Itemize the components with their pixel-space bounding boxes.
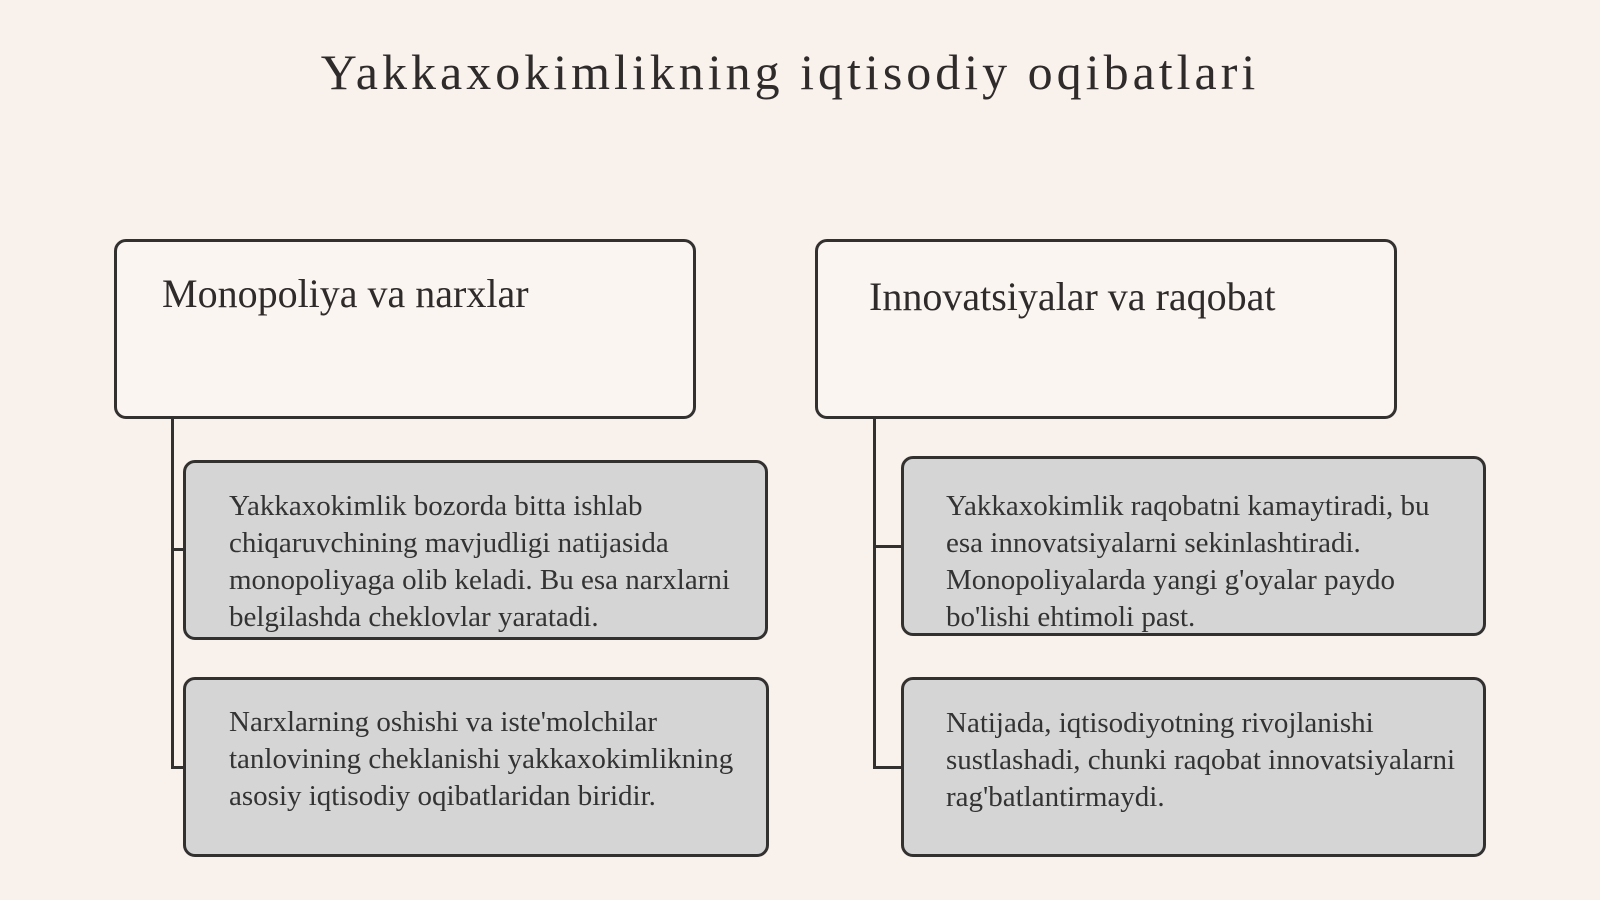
detail-box	[183, 460, 768, 640]
heading-label: Monopoliya va narxlar	[162, 271, 529, 316]
detail-box	[183, 677, 769, 857]
page-title: Yakkaxokimlikning iqtisodiy oqibatlari	[320, 44, 1260, 100]
heading-box-monopoliya	[114, 239, 696, 419]
connector-vertical	[171, 418, 174, 769]
connector-branch	[873, 545, 903, 548]
detail-box	[901, 456, 1486, 636]
connector-vertical	[873, 418, 876, 769]
detail-text: Narxlarning oshishi va iste'molchilar tanlovining cheklanishi yakkaxokimlikning asosiy iqtisodiy oqibatlaridan biridir.	[229, 706, 734, 812]
detail-box	[901, 677, 1486, 857]
detail-text: Yakkaxokimlik bozorda bitta ishlab chiqaruvchining mavjudligi natijasida monopoliyaga olib keladi. Bu esa narxlarni belgilashda cheklovlar yaratadi.	[229, 490, 730, 633]
detail-text: Natijada, iqtisodiyotning rivojlanishi sustlashadi, chunki raqobat innovatsiyalarni rag'batlantirmaydi.	[946, 707, 1456, 813]
detail-text: Yakkaxokimlik raqobatni kamaytiradi, bu esa innovatsiyalarni sekinlashtiradi. Monopoliyalarda yangi g'oyalar paydo bo'lishi ehtimoli past.	[946, 490, 1430, 633]
connector-branch	[873, 766, 903, 769]
heading-label: Innovatsiyalar va raqobat	[869, 274, 1276, 319]
heading-box-innovatsiyalar	[815, 239, 1397, 419]
